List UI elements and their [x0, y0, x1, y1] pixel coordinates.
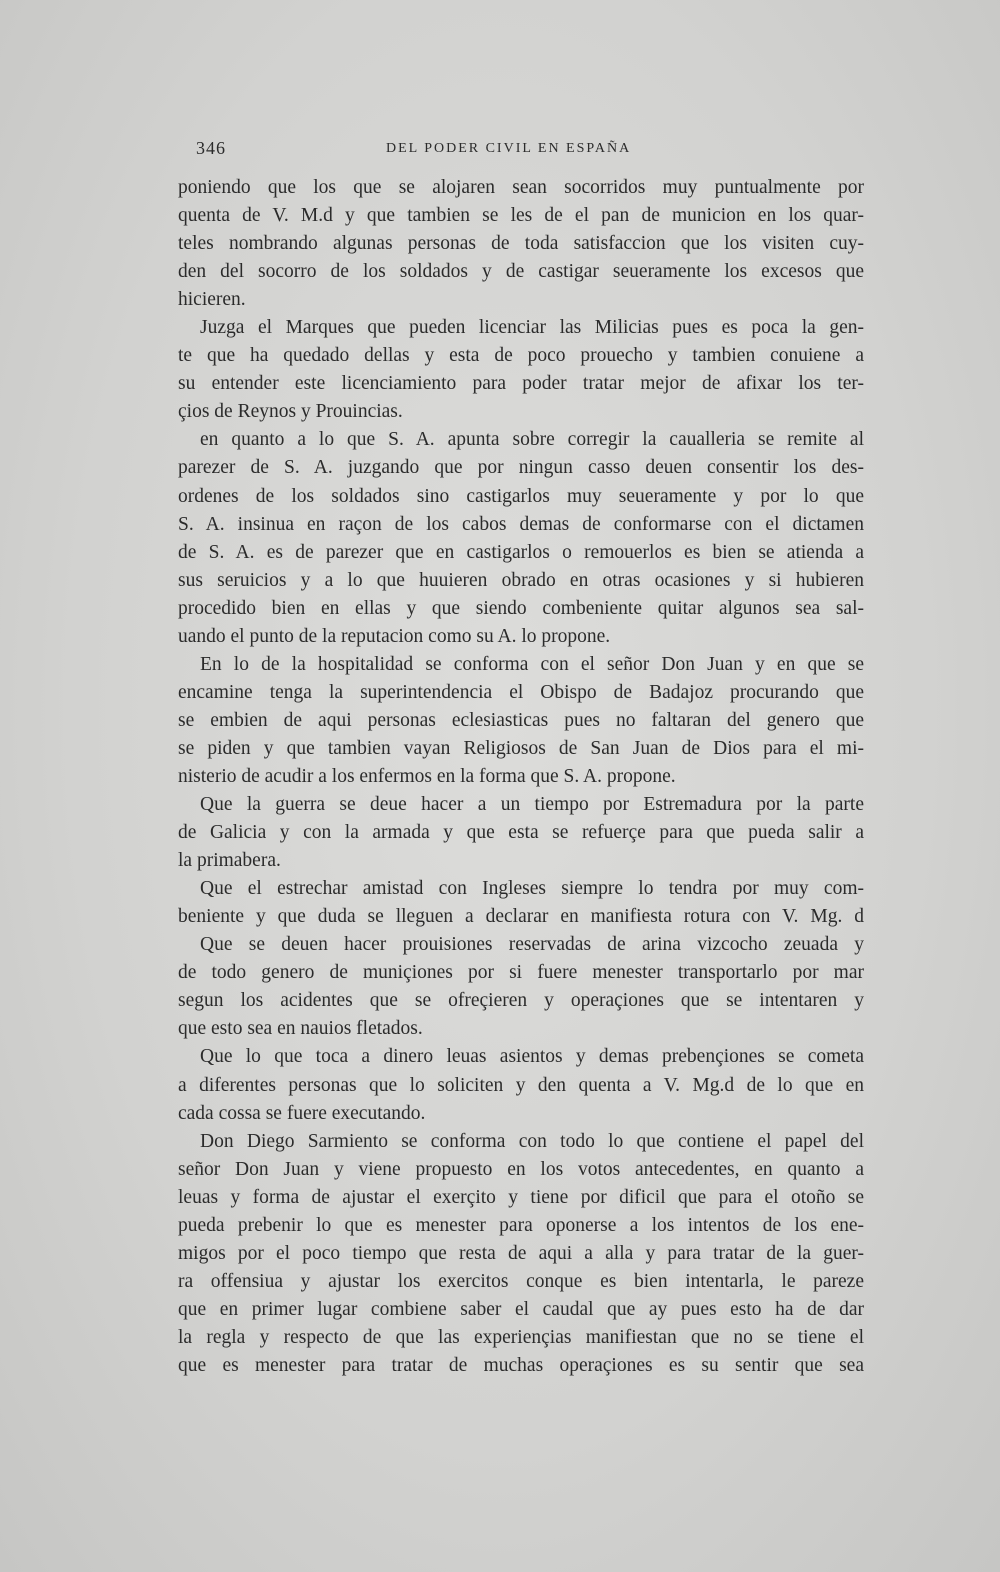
text-line: segun los acidentes que se ofreçieren y operaçiones que se intentaren y: [178, 990, 864, 1012]
text-line: nisterio de acudir a los enfermos en la forma que S. A. propone.: [178, 765, 676, 787]
text-line: çios de Reynos y Prouincias.: [178, 401, 403, 423]
body-text: [178, 174, 864, 1380]
text-line: de S. A. es de parezer que en castigarlos o remouerlos es bien se atienda a: [178, 541, 864, 563]
page-header: [196, 138, 876, 164]
text-line: su entender este licenciamiento para poder tratar mejor de afixar los ter-: [178, 373, 864, 395]
text-line: Don Diego Sarmiento se conforma con todo lo que contiene el papel del: [200, 1130, 864, 1152]
text-line: Que lo que toca a dinero leuas asientos y demas prebençiones se cometa: [200, 1046, 864, 1068]
text-line: Que se deuen hacer prouisiones reservadas de arina vizcocho zeuada y: [200, 934, 864, 956]
text-line: que es menester para tratar de muchas operaçiones es su sentir que sea: [178, 1354, 864, 1376]
text-line: la regla y respecto de que las experiençias manifiestan que no se tiene el: [178, 1326, 864, 1348]
text-line: beniente y que duda se lleguen a declarar en manifiesta rotura con V. Mg. d: [178, 906, 864, 928]
text-line: uando el punto de la reputacion como su A. lo propone.: [178, 625, 611, 647]
text-line: En lo de la hospitalidad se conforma con el señor Don Juan y en que se: [200, 653, 864, 675]
text-line: señor Don Juan y viene propuesto en los votos antecedentes, en quanto a: [178, 1158, 864, 1180]
text-line: procedido bien en ellas y que siendo combeniente quitar algunos sea sal-: [178, 597, 864, 619]
text-line: poniendo que los que se alojaren sean socorridos muy puntualmente por: [178, 177, 864, 198]
text-line: migos por el poco tiempo que resta de aqui a alla y para tratar de la guer-: [178, 1242, 864, 1264]
text-line: quenta de V. M.d y que tambien se les de el pan de municion en los quar-: [178, 205, 864, 227]
text-line: leuas y forma de ajustar el exerçito y tiene por dificil que para el otoño se: [178, 1186, 864, 1208]
text-line: hicieren.: [178, 289, 246, 311]
text-line: de Galicia y con la armada y que esta se refuerçe para que pueda salir a: [178, 822, 864, 844]
text-line: que en primer lugar combiene saber el caudal que ay pues esto ha de dar: [178, 1298, 864, 1320]
text-line: teles nombrando algunas personas de toda satisfaccion que los visiten cuy-: [178, 233, 864, 255]
text-line: que esto sea en nauios fletados.: [178, 1018, 423, 1040]
running-head: DEL PODER CIVIL EN ESPAÑA: [386, 141, 632, 156]
text-line: te que ha quedado dellas y esta de poco prouecho y tambien conuiene a: [178, 345, 864, 367]
text-line: Juzga el Marques que pueden licenciar las Milicias pues es poca la gen-: [200, 317, 864, 339]
page-number: 346: [196, 138, 226, 158]
text-line: a diferentes personas que lo soliciten y den quenta a V. Mg.d de lo que en: [178, 1074, 864, 1096]
text-line: ordenes de los soldados sino castigarlos muy seueramente y por lo que: [178, 485, 864, 507]
text-line: se embien de aqui personas eclesiasticas pues no faltaran del genero que: [178, 709, 864, 731]
text-line: cada cossa se fuere executando.: [178, 1102, 426, 1124]
text-line: den del socorro de los soldados y de castigar seueramente los excesos que: [178, 261, 864, 283]
text-line: Que la guerra se deue hacer a un tiempo por Estremadura por la parte: [200, 794, 864, 816]
text-line: de todo genero de muniçiones por si fuere menester transportarlo por mar: [178, 962, 864, 984]
text-line: se piden y que tambien vayan Religiosos de San Juan de Dios para el mi-: [178, 737, 864, 759]
text-line: parezer de S. A. juzgando que por ningun casso deuen consentir los des-: [178, 457, 864, 479]
text-line: encamine tenga la superintendencia el Obispo de Badajoz procurando que: [178, 681, 864, 703]
text-line: la primabera.: [178, 850, 281, 872]
text-line: sus seruicios y a lo que huuieren obrado en otras ocasiones y si hubieren: [178, 569, 864, 591]
text-line: S. A. insinua en raçon de los cabos demas de conformarse con el dictamen: [178, 513, 864, 535]
text-line: en quanto a lo que S. A. apunta sobre corregir la caualleria se remite al: [200, 429, 864, 451]
text-line: pueda prebenir lo que es menester para oponerse a los intentos de los ene-: [178, 1214, 864, 1236]
text-line: ra offensiua y ajustar los exercitos conque es bien intentarla, le pareze: [178, 1270, 864, 1292]
text-line: Que el estrechar amistad con Ingleses siempre lo tendra por muy com-: [200, 878, 864, 900]
